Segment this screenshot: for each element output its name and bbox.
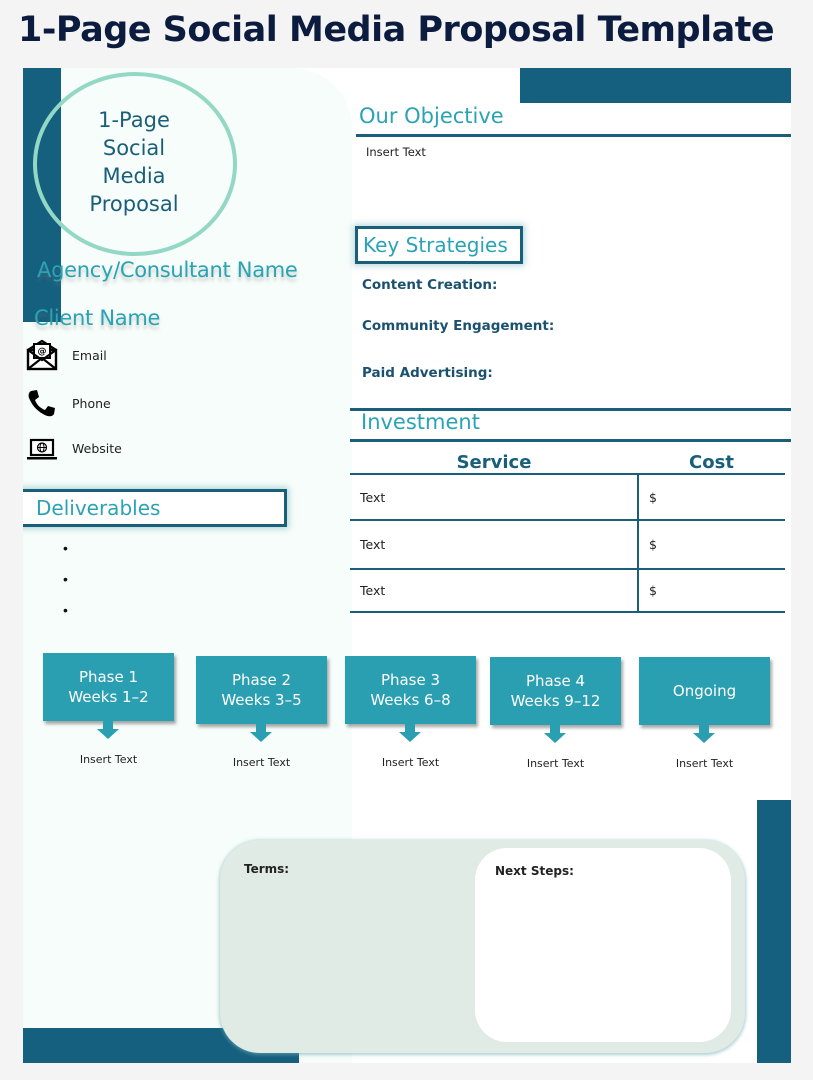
investment-bottom-rule bbox=[350, 439, 791, 442]
laptop-globe-icon bbox=[25, 431, 59, 465]
timeline-phase-1 bbox=[43, 653, 174, 766]
deliverable-bullet[interactable]: • bbox=[63, 602, 68, 618]
phase-box[interactable] bbox=[345, 656, 476, 724]
phase-title: Phase 1 bbox=[78, 668, 139, 686]
terms-panel bbox=[220, 840, 745, 1053]
circle-title-line: Proposal bbox=[89, 192, 179, 216]
agency-name[interactable]: Agency/Consultant Name bbox=[37, 258, 298, 282]
timeline-phase-2 bbox=[196, 656, 327, 769]
column-header-service: Service bbox=[350, 443, 638, 474]
circle-title-line: Media bbox=[102, 164, 166, 188]
top-accent-bar bbox=[520, 68, 791, 103]
terms-label[interactable]: Terms: bbox=[244, 862, 290, 876]
down-arrow-icon bbox=[196, 724, 327, 746]
svg-text:@: @ bbox=[37, 347, 47, 357]
circle-title-line: Social bbox=[102, 136, 166, 160]
down-arrow-icon bbox=[639, 725, 770, 747]
circle-title bbox=[59, 106, 209, 218]
strategy-content-creation[interactable]: Content Creation: bbox=[362, 277, 498, 293]
phase-title: Phase 4 bbox=[525, 672, 586, 690]
phase-note[interactable]: Insert Text bbox=[232, 756, 291, 769]
table-row bbox=[350, 520, 785, 569]
deliverable-bullet[interactable]: • bbox=[63, 540, 68, 556]
cost-cell[interactable]: $ bbox=[638, 474, 785, 520]
right-accent-bar bbox=[757, 800, 791, 1063]
contact-phone-label: Phone bbox=[72, 395, 111, 411]
envelope-at-icon bbox=[25, 338, 59, 372]
table-row bbox=[350, 474, 785, 520]
page-title: 1-Page Social Media Proposal Template bbox=[18, 10, 775, 50]
client-name[interactable]: Client Name bbox=[34, 306, 161, 330]
phase-box[interactable] bbox=[196, 656, 327, 724]
down-arrow-icon bbox=[43, 721, 174, 743]
phase-title: Phase 3 bbox=[380, 671, 441, 689]
service-cell[interactable]: Text bbox=[350, 569, 638, 612]
objective-heading: Our Objective bbox=[359, 104, 504, 128]
service-cell[interactable]: Text bbox=[350, 474, 638, 520]
phase-title: Phase 2 bbox=[231, 671, 292, 689]
deliverables-heading: Deliverables bbox=[23, 489, 287, 527]
strategy-paid-advertising[interactable]: Paid Advertising: bbox=[362, 365, 493, 381]
next-steps-label[interactable]: Next Steps: bbox=[495, 864, 574, 878]
phase-note[interactable]: Insert Text bbox=[675, 757, 734, 770]
deliverable-bullet[interactable]: • bbox=[63, 571, 68, 587]
next-steps-box bbox=[475, 848, 731, 1042]
contact-email[interactable] bbox=[25, 338, 107, 372]
phone-icon bbox=[25, 386, 59, 420]
key-strategies-heading: Key Strategies bbox=[355, 226, 523, 264]
contact-email-label: Email bbox=[72, 347, 107, 363]
objective-text[interactable]: Insert Text bbox=[366, 145, 426, 159]
column-header-cost: Cost bbox=[638, 443, 785, 474]
timeline-phase-ongoing bbox=[639, 657, 770, 770]
contact-website[interactable] bbox=[25, 431, 122, 465]
contact-website-label: Website bbox=[72, 440, 122, 456]
phase-box[interactable] bbox=[639, 657, 770, 725]
timeline-phase-3 bbox=[345, 656, 476, 769]
down-arrow-icon bbox=[490, 725, 621, 747]
phase-weeks: Weeks 9–12 bbox=[510, 692, 601, 710]
investment-table bbox=[350, 443, 785, 613]
down-arrow-icon bbox=[345, 724, 476, 746]
phase-title: Ongoing bbox=[672, 682, 737, 700]
deliverables-list bbox=[63, 540, 68, 633]
strategy-community-engagement[interactable]: Community Engagement: bbox=[362, 318, 555, 334]
phase-weeks: Weeks 6–8 bbox=[370, 691, 451, 709]
cost-cell[interactable]: $ bbox=[638, 569, 785, 612]
phase-note[interactable]: Insert Text bbox=[79, 753, 138, 766]
phase-weeks: Weeks 3–5 bbox=[221, 691, 302, 709]
phase-box[interactable] bbox=[490, 657, 621, 725]
table-row bbox=[350, 569, 785, 612]
phase-box[interactable] bbox=[43, 653, 174, 721]
investment-heading: Investment bbox=[361, 410, 480, 434]
proposal-document bbox=[23, 68, 791, 1063]
objective-rule bbox=[356, 134, 791, 137]
phase-weeks: Weeks 1–2 bbox=[68, 688, 149, 706]
cost-cell[interactable]: $ bbox=[638, 520, 785, 569]
contact-phone[interactable] bbox=[25, 386, 111, 420]
circle-title-line: 1-Page bbox=[98, 108, 170, 132]
timeline-phase-4 bbox=[490, 657, 621, 770]
service-cell[interactable]: Text bbox=[350, 520, 638, 569]
phase-note[interactable]: Insert Text bbox=[526, 757, 585, 770]
phase-note[interactable]: Insert Text bbox=[381, 756, 440, 769]
